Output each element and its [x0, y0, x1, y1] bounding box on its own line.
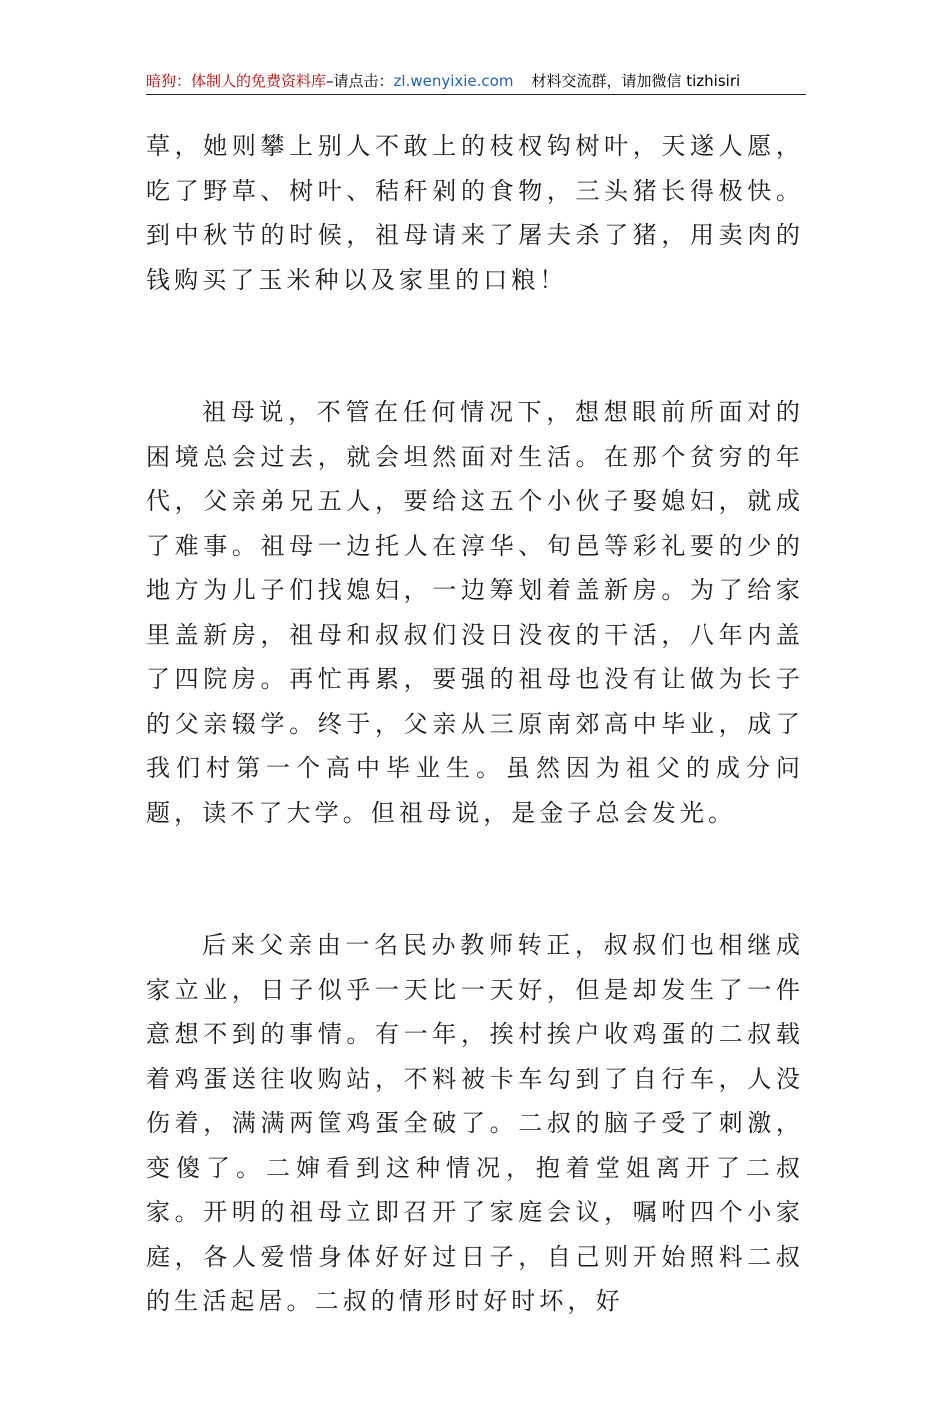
paragraph-2: 祖母说，不管在任何情况下，想想眼前所面对的困境总会过去，就会坦然面对生活。在那个贫穷的年代，父亲弟兄五人，要给这五个小伙子娶媳妇，就成了难事。祖母一边托人在淳华、旬邑等彩礼要的少的地方为儿子们找媳妇，一边筹划着盖新房。为了给家里盖新房，祖母和叔叔们没日没夜的干活，八年内盖了四院房。再忙再累，要强的祖母也没有让做为长子的父亲辍学。终于，父亲从三原南郊高中毕业，成了我们村第一个高中毕业生。虽然因为祖父的成分问题，读不了大学。但祖母说，是金子总会发光。	[146, 398, 804, 827]
paragraph-1: 草，她则攀上别人不敢上的枝杈钩树叶，天遂人愿，吃了野草、树叶、秸秆剁的食物，三头猪长得极快。到中秋节的时候，祖母请来了屠夫杀了猪，用卖肉的钱购买了玉米种以及家里的口粮！	[146, 132, 804, 294]
document-body	[146, 124, 804, 1412]
page-header	[146, 68, 806, 95]
header-wechat-note: 材料交流群，请加微信 tizhisiri	[531, 72, 741, 90]
header-click-prompt: –请点击：	[326, 72, 394, 90]
header-link[interactable]: zl.wenyixie.com	[393, 72, 514, 90]
paragraph-3: 后来父亲由一名民办教师转正，叔叔们也相继成家立业，日子似乎一天比一天好，但是却发生了一件意想不到的事情。有一年，挨村挨户收鸡蛋的二叔载着鸡蛋送往收购站，不料被卡车勾到了自行车，人没伤着，满满两筐鸡蛋全破了。二叔的脑子受了刺激，变傻了。二婶看到这种情况，抱着堂姐离开了二叔家。开明的祖母立即召开了家庭会议，嘱咐四个小家庭，各人爱惜身体好好过日子，自己则开始照料二叔的生活起居。二叔的情形时好时坏，好	[146, 931, 804, 1315]
header-brand: 暗狗：体制人的免费资料库	[146, 72, 327, 90]
